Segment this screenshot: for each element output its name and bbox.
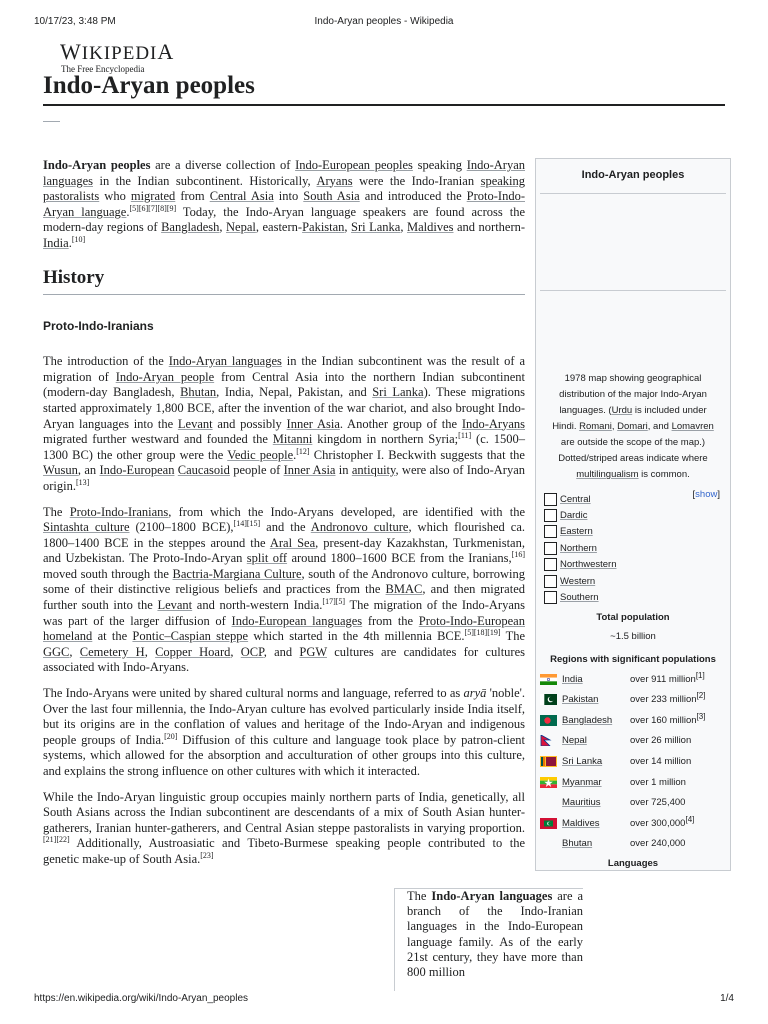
region-row-india: India over 911 million[1] <box>536 669 730 690</box>
legend-swatch <box>544 591 557 604</box>
print-header <box>34 16 734 30</box>
history-paragraph-1: The introduction of the Indo-Aryan languages in the Indian subcontinent was the result of a migration of Indo-Aryan people from Central Asia into the northern Indian subcontinent (modern-day Bangladesh, Bhutan, India, Nepal, Pakistan, and Sri Lanka). These migrations started approximately 1,800 BCE, after the invention of the war chariot, and also brought Indo-Aryan languages into the Levant and possibly Inner Asia. Another group of the Indo-Aryans migrated further westward and founded the Mitanni kingdom in northern Syria;[11] (c. 1500–1300 BC) the other group were the Vedic people.[12] Christopher I. Beckwith suggests that the Wusun, an Indo-European Caucasoid people of Inner Asia in antiquity, were also of Indo-Aryan origin.[13] <box>43 354 526 493</box>
sri-lanka-flag-icon <box>540 756 557 767</box>
map-legend <box>536 483 730 606</box>
infobox-map-image[interactable] <box>540 193 726 291</box>
wikipedia-tagline: The Free Encyclopedia <box>61 64 145 74</box>
region-row-bangladesh: Bangladesh over 160 million[3] <box>536 710 730 731</box>
history-paragraph-4: While the Indo-Aryan linguistic group occupies mainly northern parts of India, genetically, all South Asians across the Indian subcontinent are descendants of a mix of South Asian hunter-gatherers, Iranian hunter-gatherers, and Central Asian steppe pastoralists in varying proportion.[21][22] Additionally, Austroasiatic and Tibeto-Burmese speaking people contributed to the genetic make-up of South Asia.[23] <box>43 789 525 866</box>
link-bmac[interactable]: BMAC <box>385 582 423 597</box>
infobox <box>535 158 731 871</box>
legend-swatch <box>544 542 557 555</box>
infobox-map-caption: 1978 map showing geographical distribution of the major Indo-Aryan languages. (Urdu is included under Hindi. Romani, Domari, and Lomavren are outside the scope of the map.) Dotted/striped areas indicate where multilingualism is common. <box>552 373 714 480</box>
link-copper-hoard[interactable]: Copper Hoard <box>155 644 231 659</box>
legend-item-western: Western <box>544 573 724 589</box>
languages-header: Languages <box>607 858 659 870</box>
infobox-map-area <box>536 291 730 371</box>
legend-item-eastern: Eastern <box>544 524 724 540</box>
legend-item-northern: Northern <box>544 540 724 556</box>
article-body <box>43 158 525 878</box>
region-row-nepal: Nepal over 26 million <box>536 731 730 752</box>
link-bhutan[interactable]: Bhutan <box>180 385 217 400</box>
link-aryans[interactable]: Aryans <box>316 173 353 188</box>
title-divider <box>43 104 725 106</box>
page-title: Indo-Aryan peoples <box>43 72 255 99</box>
print-url: https://en.wikipedia.org/wiki/Indo-Aryan_peoples <box>34 993 249 1004</box>
legend-swatch <box>544 509 557 522</box>
india-flag-icon <box>540 674 557 685</box>
print-footer <box>34 993 734 1007</box>
link-inner-asia[interactable]: Inner Asia <box>286 416 340 431</box>
link-indo-european[interactable]: Indo-European <box>99 463 175 478</box>
link-urdu[interactable]: Urdu <box>611 405 633 416</box>
link-ocp[interactable]: OCP <box>240 644 264 659</box>
myanmar-flag-icon <box>540 777 557 788</box>
link-pontic-caspian-steppe[interactable]: Pontic–Caspian steppe <box>132 629 249 644</box>
legend-item-dardic: Dardic <box>544 507 724 523</box>
link-cemetery-h[interactable]: Cemetery H <box>79 644 145 659</box>
bangladesh-flag-icon <box>540 715 557 726</box>
mauritius-flag-icon <box>540 797 557 808</box>
link-nepal[interactable]: Nepal <box>226 220 256 235</box>
legend-swatch <box>544 575 557 588</box>
link-bactria-margiana-culture[interactable]: Bactria-Margiana Culture <box>172 566 302 581</box>
link-maldives[interactable]: Maldives <box>406 220 454 235</box>
link-lomavren[interactable]: Lomavren <box>671 421 714 432</box>
link-domari[interactable]: Domari <box>617 421 648 432</box>
link-proto-indo-aryan-language[interactable]: Proto-Indo-Aryan language <box>43 189 525 219</box>
legend-swatch <box>544 558 557 571</box>
link-indo-aryan-people[interactable]: Indo-Aryan people <box>115 369 215 384</box>
print-page-title: Indo-Aryan peoples - Wikipedia <box>314 16 454 27</box>
link-inner-asia-2[interactable]: Inner Asia <box>283 463 336 478</box>
nepal-flag-icon <box>540 735 557 746</box>
history-paragraph-2: The Proto-Indo-Iranians, from which the Indo-Aryans developed, are identified with the Sintashta culture (2100–1800 BCE),[14][15] and the Andronovo culture, which flourished ca. 1800–1400 BCE in the steppes around the Aral Sea, present-day Kazakhstan, Turkmenistan, and Uzbekistan. The Proto-Indo-Aryan split off around 1800–1600 BCE from the Iranians,[16] moved south through the Bactria-Margiana Culture, south of the Andronovo culture, borrowing some of their distinctive religious beliefs and practices from the BMAC, and then migrated further south into the Levant and north-western India.[17][5] The migration of the Indo-Aryans was part of the larger diffusion of Indo-European languages from the Proto-Indo-European homeland at the Pontic–Caspian steppe which started in the 4th millennia BCE.[5][18][19] The GGC, Cemetery H, Copper Hoard, OCP, and PGW cultures are candidates for cultures associated with Indo-Aryans. <box>43 504 526 675</box>
print-page-number: 1/4 <box>720 993 734 1004</box>
region-row-myanmar: Myanmar over 1 million <box>536 772 730 793</box>
region-row-pakistan: Pakistan over 233 million[2] <box>536 689 730 710</box>
link-india[interactable]: India <box>43 235 69 250</box>
regions-header: Regions with significant populations <box>550 653 716 665</box>
link-sintashta-culture[interactable]: Sintashta culture <box>43 520 130 535</box>
link-proto-indo-european-homeland[interactable]: Proto-Indo-European homeland <box>43 613 525 644</box>
link-sri-lanka[interactable]: Sri Lanka <box>351 220 401 235</box>
link-antiquity[interactable]: antiquity <box>351 463 396 478</box>
print-datetime: 10/17/23, 3:48 PM <box>34 16 116 27</box>
link-central-asia[interactable]: Central Asia <box>209 189 274 204</box>
history-paragraph-3: The Indo-Aryans were united by shared cultural norms and language, referred to as aryā 'noble'. Over the last four millennia, the Indo-Aryan culture has evolved particularly inside India itself, but its origins are in the conflation of values and heritage of the Indo-Aryan and indigenous people groups of India.[20] Diffusion of this culture and language took place by patron-client systems, which allowed for the absorption and acculturation of other groups into this culture, and explains the strong influence on other cultures with which it interacted. <box>43 686 525 778</box>
link-south-asia[interactable]: South Asia <box>303 189 360 204</box>
proto-indo-iranians-heading: Proto-Indo-Iranians <box>43 318 154 333</box>
link-indo-aryans[interactable]: Indo-Aryans <box>461 416 525 431</box>
infobox-title: Indo-Aryan peoples <box>581 169 685 181</box>
link-pakistan[interactable]: Pakistan <box>302 220 345 235</box>
lead-paragraph: Indo-Aryan peoples are a diverse collection of Indo-European peoples speaking Indo-Aryan languages in the Indian subcontinent. Historically, Aryans were the Indo-Iranian speaking pastoralists who migrated from Central Asia into South Asia and introduced the Proto-Indo-Aryan language.[5][6][7][8][9] Today, the Indo-Aryan language speakers are found across the modern-day regions of Bangladesh, Nepal, eastern-Pakistan, Sri Lanka, Maldives and northern-India.[10] <box>43 158 526 250</box>
region-row-maldives: Maldives over 300,000[4] <box>536 813 730 834</box>
pakistan-flag-icon <box>540 694 557 705</box>
region-row-bhutan: Bhutan over 240,000 <box>536 833 730 854</box>
maldives-flag-icon <box>540 818 557 829</box>
region-row-mauritius: Mauritius over 725,400 <box>536 792 730 813</box>
link-pgw[interactable]: PGW <box>299 644 327 659</box>
link-caucasoid[interactable]: Caucasoid <box>177 463 230 478</box>
link-indo-european-peoples[interactable]: Indo-European peoples <box>295 158 413 172</box>
link-aral-sea[interactable]: Aral Sea <box>269 535 316 550</box>
link-bangladesh[interactable]: Bangladesh <box>161 220 220 235</box>
link-vedic-people[interactable]: Vedic people <box>227 447 294 462</box>
total-population-value: ~1.5 billion <box>610 630 656 642</box>
bhutan-flag-icon <box>540 838 557 849</box>
region-row-sri-lanka: Sri Lanka over 14 million <box>536 751 730 772</box>
link-sri-lanka-2[interactable]: Sri Lanka <box>372 385 424 400</box>
legend-swatch <box>544 493 557 506</box>
wikipedia-logo[interactable] <box>60 39 175 74</box>
link-split-off[interactable]: split off <box>246 551 288 566</box>
link-andronovo-culture[interactable]: Andronovo culture <box>310 520 409 535</box>
show-toggle[interactable]: [show] <box>692 489 720 500</box>
history-heading: History <box>43 266 525 295</box>
link-romani[interactable]: Romani <box>579 421 612 432</box>
legend-item-northwestern: Northwestern <box>544 557 724 573</box>
wikipedia-wordmark: WIKIPEDIA <box>60 39 175 64</box>
legend-item-central: Central <box>544 491 724 507</box>
short-divider <box>43 121 60 122</box>
link-multilingualism[interactable]: multilingualism <box>576 469 639 480</box>
legend-item-southern: Southern <box>544 589 724 605</box>
link-wusun[interactable]: Wusun <box>43 463 78 478</box>
indo-aryan-languages-snippet: The Indo-Aryan languages are a branch of the Indo-Iranian languages in the Indo-European language family. As of the early 21st century, they have more than 800 million <box>394 888 583 991</box>
link-indo-european-languages[interactable]: Indo-European languages <box>231 613 363 628</box>
link-levant-2[interactable]: Levant <box>157 598 193 613</box>
link-mitanni[interactable]: Mitanni <box>272 432 313 447</box>
link-indo-aryan-languages-2[interactable]: Indo-Aryan languages <box>168 354 282 369</box>
link-speaking-pastoralists[interactable]: speaking pastoralists <box>43 173 526 204</box>
link-ggc[interactable]: GGC <box>43 644 70 659</box>
link-levant[interactable]: Levant <box>177 416 213 431</box>
total-population-header: Total population <box>596 611 670 623</box>
link-migrated[interactable]: migrated <box>130 189 176 204</box>
link-proto-indo-iranians[interactable]: Proto-Indo-Iranians <box>69 504 169 519</box>
link-indo-aryan-languages[interactable]: Indo-Aryan languages <box>43 158 526 188</box>
legend-swatch <box>544 525 557 538</box>
